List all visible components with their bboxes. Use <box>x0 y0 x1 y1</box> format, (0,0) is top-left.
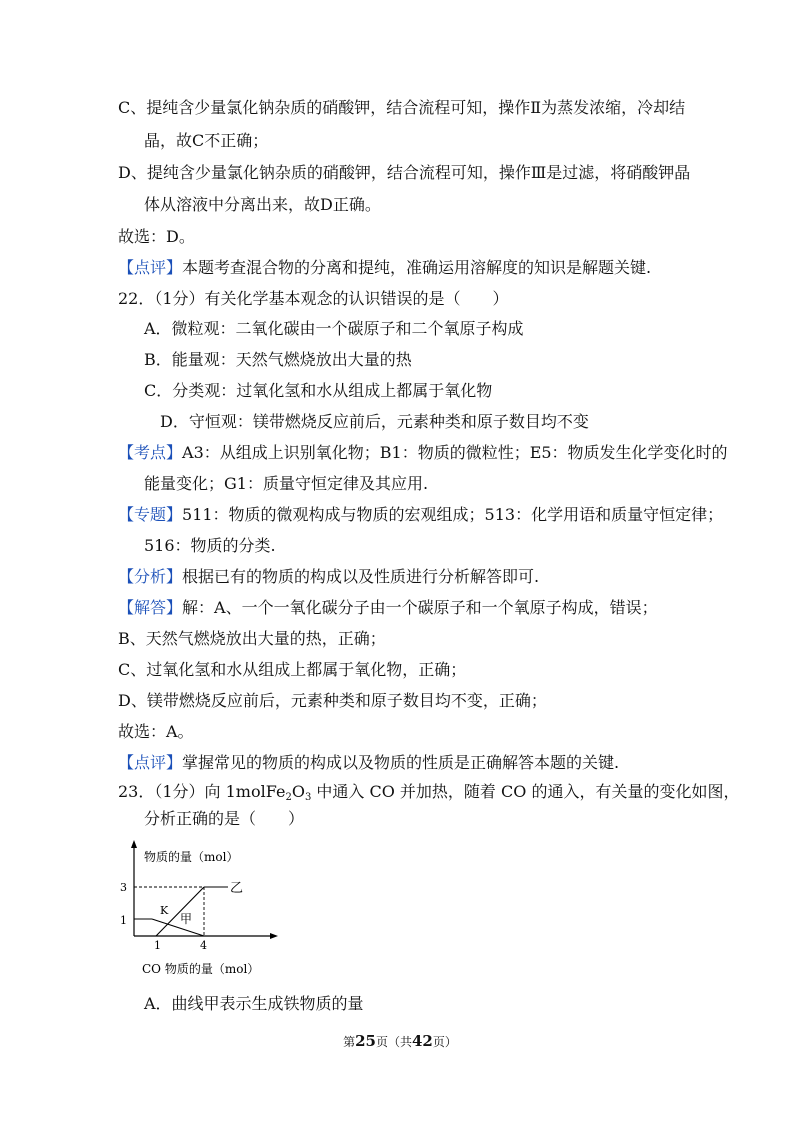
q23-text-pre: 23．（1分）向 1molFe <box>118 782 286 801</box>
question-23-option-a: A．曲线甲表示生成铁物质的量 <box>144 994 364 1013</box>
text-line <box>118 442 728 464</box>
point-k-label: K <box>160 904 169 917</box>
curve-jia-label: 甲 <box>180 912 193 926</box>
line-text: 22．（1分）有关化学基本观念的认识错误的是（ ） <box>118 289 509 308</box>
line-text: C．分类观：过氧化氢和水从组成上都属于氧化物 <box>144 381 493 400</box>
text-line <box>118 690 547 712</box>
line-text: 本题考查混合物的分离和提纯，准确运用溶解度的知识是解题关键. <box>182 258 652 277</box>
x-axis-label: CO 物质的量（mol） <box>142 962 260 976</box>
text-line <box>144 349 412 371</box>
text-line <box>118 566 539 588</box>
y-axis-label: 物质的量（mol） <box>144 850 239 864</box>
text-line <box>144 380 492 402</box>
text-line <box>118 162 690 184</box>
line-text: 能量变化；G1：质量守恒定律及其应用. <box>144 474 429 493</box>
line-text: A．微粒观：二氧化碳由一个碳原子和二个氧原子构成 <box>144 319 524 338</box>
q23-subscript-1: 2 <box>285 792 292 803</box>
footer-mid: 页（共 <box>375 1035 412 1049</box>
text-line <box>118 504 723 526</box>
section-tag: 【点评】 <box>118 753 183 772</box>
line-text: C、过氧化氢和水从组成上都属于氧化物，正确； <box>118 660 467 679</box>
text-line <box>118 97 685 119</box>
text-line <box>118 597 658 619</box>
y-axis-arrow <box>131 840 137 848</box>
line-text: 掌握常见的物质的构成以及物质的性质是正确解答本题的关键. <box>182 753 620 772</box>
page-footer <box>0 1032 800 1050</box>
section-tag: 【点评】 <box>118 258 183 277</box>
line-text: B、天然气燃烧放出大量的热，正确； <box>118 629 386 648</box>
text-line <box>118 226 195 248</box>
y-tick-1: 1 <box>120 914 127 927</box>
line-text: 516：物质的分类. <box>144 536 276 555</box>
q23-text-mid: O <box>291 782 305 801</box>
line-text: 故选：D。 <box>118 227 195 246</box>
text-line <box>118 752 619 774</box>
question-23-stem-line2: 分析正确的是（ ） <box>144 809 305 828</box>
text-line <box>118 257 651 279</box>
x-tick-4: 4 <box>200 939 207 952</box>
curve-jia-fall <box>152 919 204 936</box>
section-tag: 【专题】 <box>118 505 183 524</box>
line-text: 511：物质的微观构成与物质的宏观组成；513：化学用语和质量守恒定律； <box>182 505 724 524</box>
q23-subscript-2: 3 <box>304 792 312 803</box>
line-text: 体从溶液中分离出来，故D正确。 <box>144 195 381 214</box>
line-text: C、提纯含少量氯化钠杂质的硝酸钾，结合流程可知，操作Ⅱ为蒸发浓缩，冷却结 <box>118 98 686 117</box>
x-axis-arrow <box>270 933 278 939</box>
text-line <box>118 288 509 310</box>
line-text: 晶，故C不正确； <box>144 131 269 150</box>
line-text: A3：从组成上识别氧化物；B1：物质的微粒性；E5：物质发生化学变化时的 <box>182 443 728 462</box>
line-text: 根据已有的物质的构成以及性质进行分析解答即可. <box>182 567 540 586</box>
line-text: 解：A、一个一氧化碳分子由一个碳原子和一个氧原子构成，错误； <box>182 598 658 617</box>
line-text: 故选：A。 <box>118 722 194 741</box>
q23-text-post: 中通入 CO 并加热，随着 CO 的通入，有关量的变化如图， <box>311 782 740 801</box>
substance-amount-graph <box>112 838 282 988</box>
text-line <box>144 411 589 433</box>
footer-total-pages: 42 <box>412 1032 433 1050</box>
text-line <box>144 318 524 340</box>
footer-page-number: 25 <box>355 1032 376 1050</box>
text-line <box>144 194 381 216</box>
curve-yi-label: 乙 <box>230 881 244 896</box>
line-text: D、提纯含少量氯化钠杂质的硝酸钾，结合流程可知，操作Ⅲ是过滤，将硝酸钾晶 <box>118 163 691 182</box>
line-text: B．能量观：天然气燃烧放出大量的热 <box>144 350 412 369</box>
question-23-stem <box>118 781 739 809</box>
text-line <box>118 628 386 650</box>
footer-post: 页） <box>432 1035 457 1049</box>
section-tag: 【解答】 <box>118 598 183 617</box>
y-tick-3: 3 <box>120 881 127 894</box>
x-tick-1: 1 <box>154 939 161 952</box>
text-line <box>144 535 276 557</box>
footer-pre: 第 <box>343 1035 356 1049</box>
line-text: D．守恒观：镁带燃烧反应前后，元素种类和原子数目均不变 <box>144 412 589 431</box>
text-line <box>144 473 428 495</box>
section-tag: 【分析】 <box>118 567 183 586</box>
text-line <box>118 721 194 743</box>
text-line <box>118 659 466 681</box>
section-tag: 【考点】 <box>118 443 183 462</box>
line-text: D、镁带燃烧反应前后，元素种类和原子数目均不变，正确； <box>118 691 547 710</box>
text-line <box>144 130 268 152</box>
